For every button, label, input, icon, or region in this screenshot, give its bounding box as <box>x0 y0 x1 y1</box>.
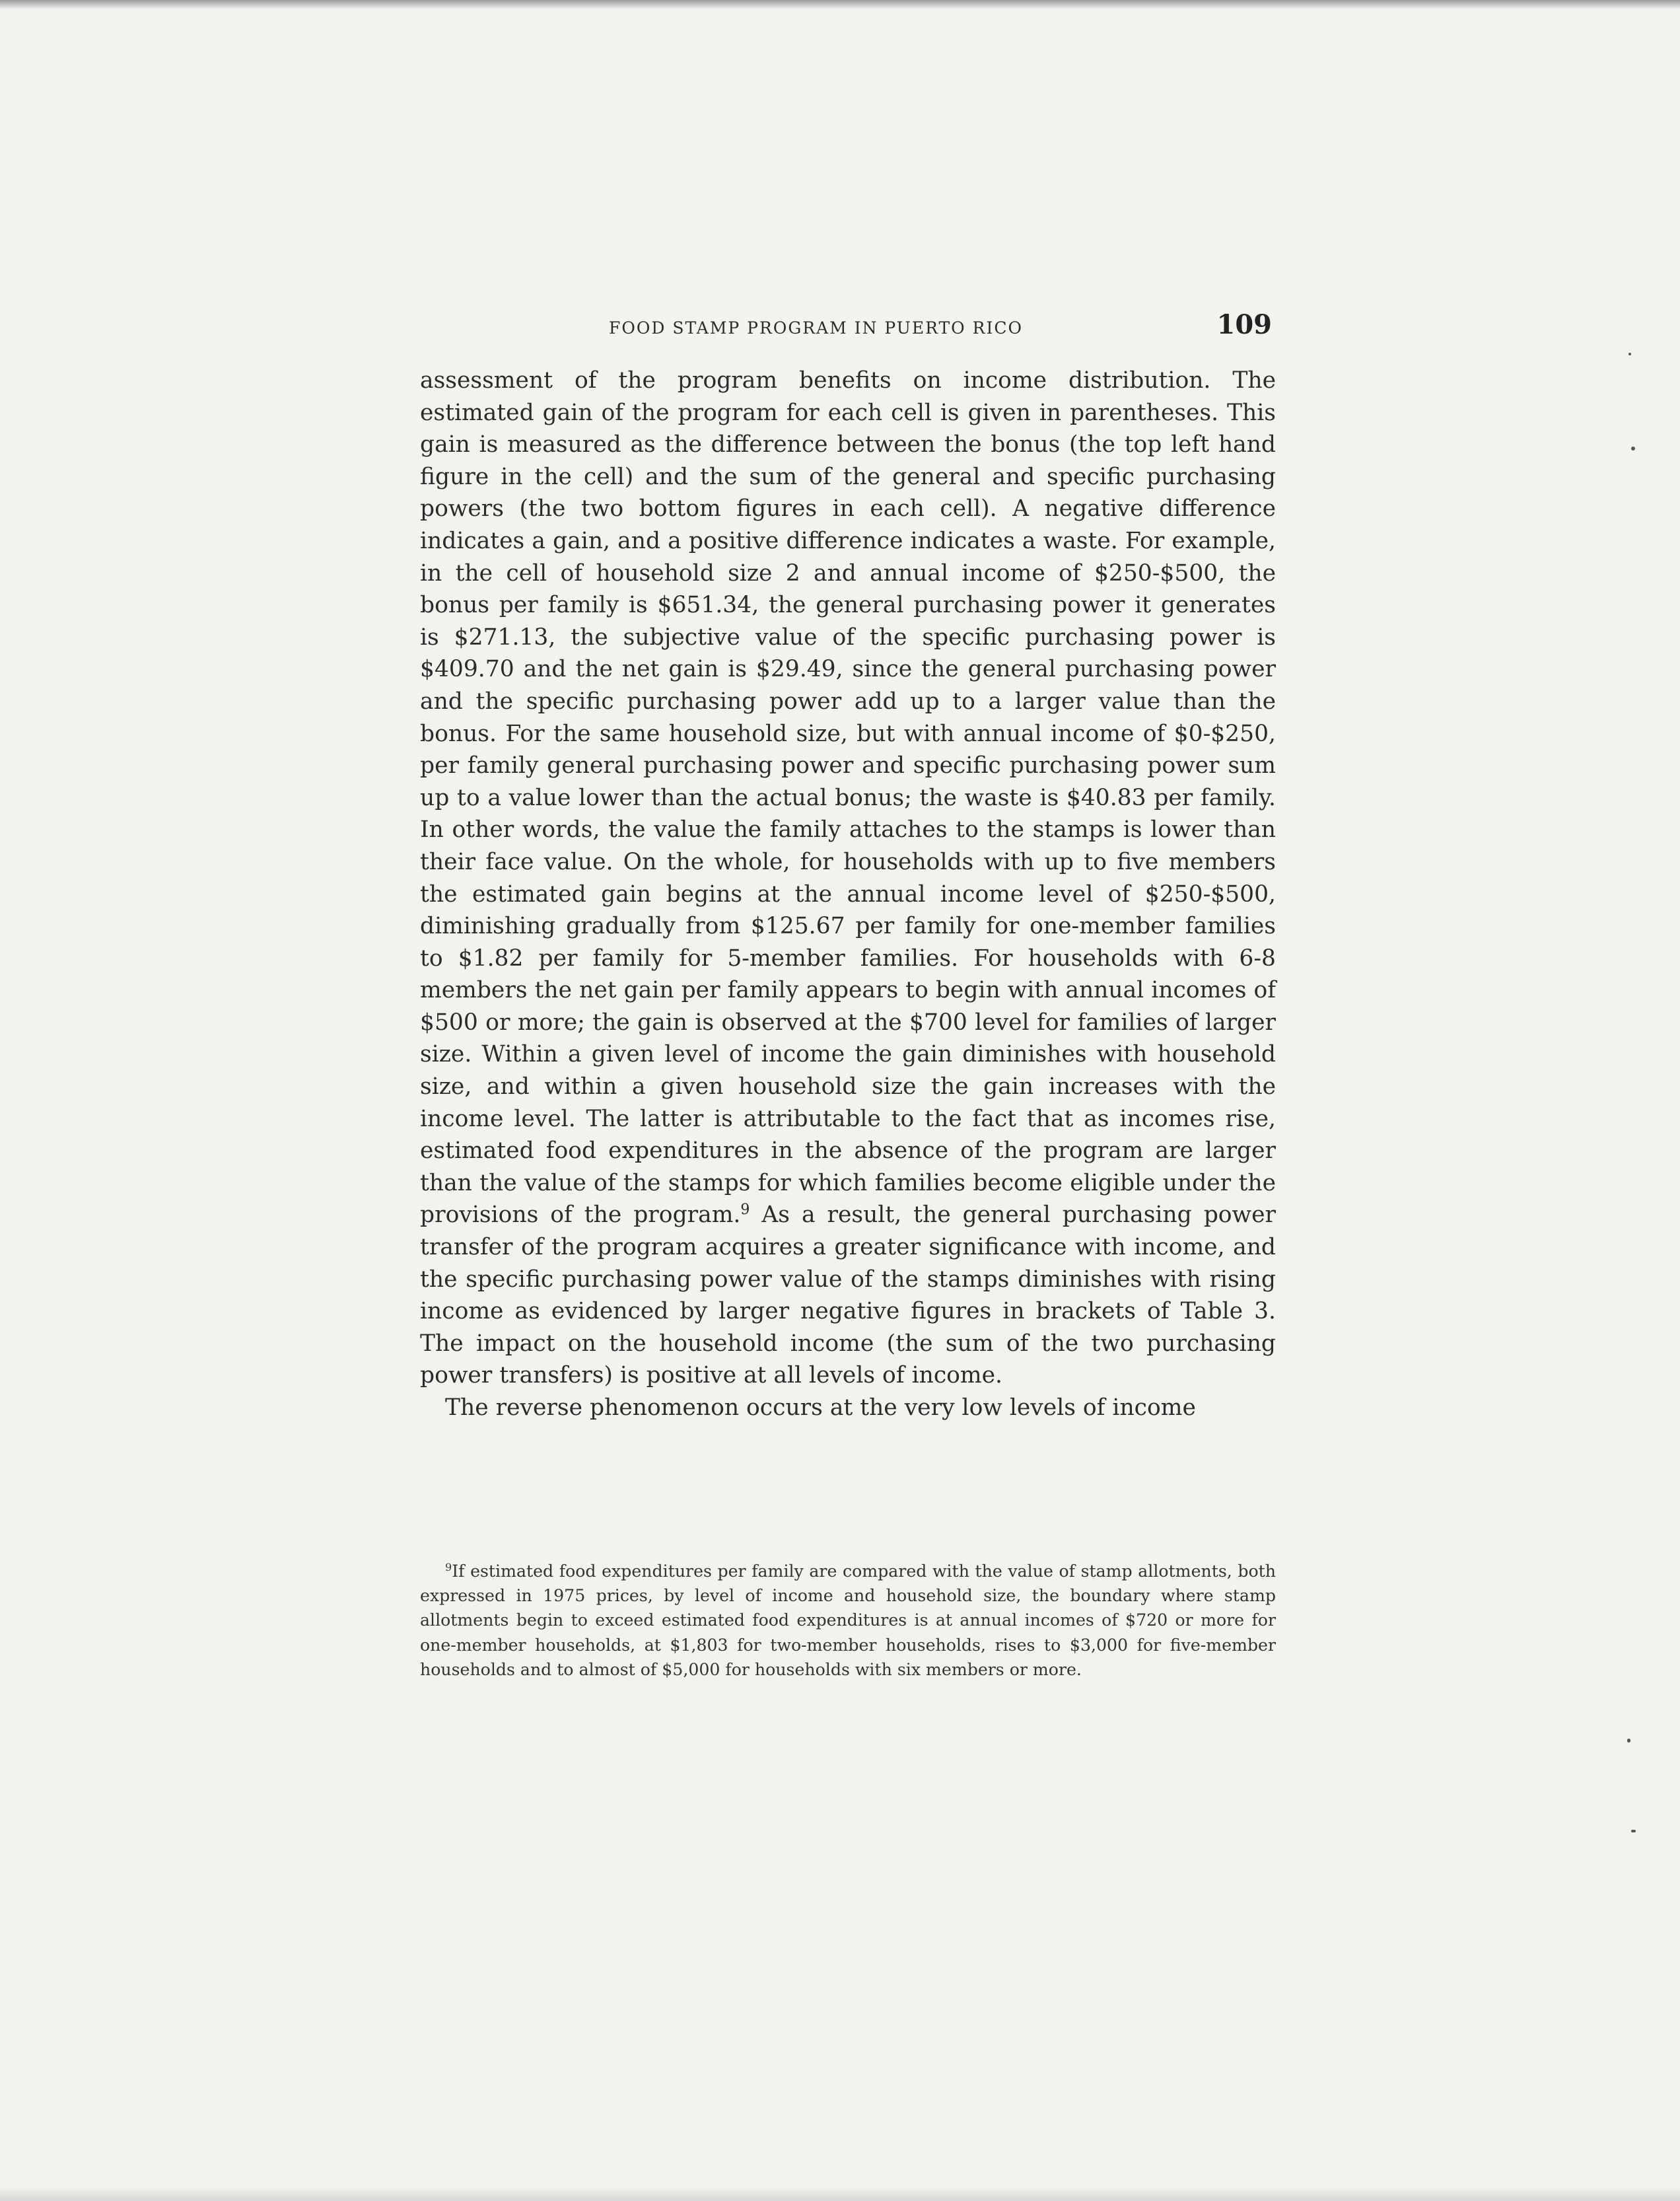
scan-speck <box>1631 1830 1636 1832</box>
body-text <box>420 365 1276 1424</box>
page-header <box>420 309 1276 349</box>
scan-top-edge <box>0 0 1680 9</box>
paragraph <box>420 365 1276 1392</box>
footnote-marker: 9 <box>445 1561 452 1573</box>
scan-speck <box>1628 353 1631 355</box>
footnote-paragraph <box>420 1559 1276 1682</box>
paragraph-text: The reverse phenomenon occurs at the very low levels of income <box>445 1394 1196 1421</box>
footnote-text: If estimated food expenditures per family are compared with the value of stamp allotments, both expressed in 1975 prices, by level of income and household size, the boundary where stamp allotments begin to exceed estimated food expenditures is at annual incomes of $720 or more for one-member households, at $1,803 for two-member households, rises to $3,000 for five-member households and to almost of $5,000 for households with six members or more. <box>420 1562 1276 1679</box>
scan-bottom-edge <box>0 2186 1680 2201</box>
scan-speck <box>1627 1739 1630 1743</box>
paragraph-text: assessment of the program benefits on income distribution. The estimated gain of the program for each cell is given in parentheses. This gain is measured as the difference between the bonus (the top left hand figure in the cell) and the sum of the general and specific purchasing powers (the two bottom figures in each cell). A negative difference indicates a gain, and a positive difference indicates a waste. For example, in the cell of household size 2 and annual income of $250-$500, the bonus per family is $651.34, the general purchasing power it generates is $271.13, the subjective value of the specific purchasing power is $409.70 and the net gain is $29.49, since the general purchasing power and the specific purchasing power add up to a larger value than the bonus. For the same household size, but with annual income of $0-$250, per family general purchasing power and specific purchasing power sum up to a value lower than the actual bonus; the waste is $40.83 per family. In other words, the value the family attaches to the stamps is lower than their face value. On the whole, for households with up to five members the estimated gain begins at the annual income level of $250-$500, diminishing gradually from $125.67 per family for one-member families to $1.82 per family for 5-member families. For households with 6-8 members the net gain per family appears to begin with annual incomes of $500 or more; the gain is observed at the $700 level for families of larger size. Within a given level of income the gain diminishes with household size, and within a given household size the gain increases with the income level. The latter is attributable to the fact that as incomes rise, estimated food expenditures in the absence of the program are larger than the value of the stamps for which families become eligible under the provisions of the program. <box>420 367 1276 1229</box>
scan-speck <box>1631 447 1635 451</box>
paragraph <box>420 1392 1276 1424</box>
footnote-reference: 9 <box>740 1202 750 1219</box>
running-head: FOOD STAMP PROGRAM IN PUERTO RICO <box>609 318 1023 338</box>
footnote <box>420 1559 1276 1682</box>
page-number: 109 <box>1216 309 1272 340</box>
paragraph-text-continued: As a result, the general purchasing power transfer of the program acquires a greater significance with income, and the specific purchasing power value of the stamps diminishes with rising income as evidenced by larger negative figures in brackets of Table 3. The impact on the household income (the sum of the two purchasing power transfers) is positive at all levels of income. <box>420 1202 1276 1389</box>
